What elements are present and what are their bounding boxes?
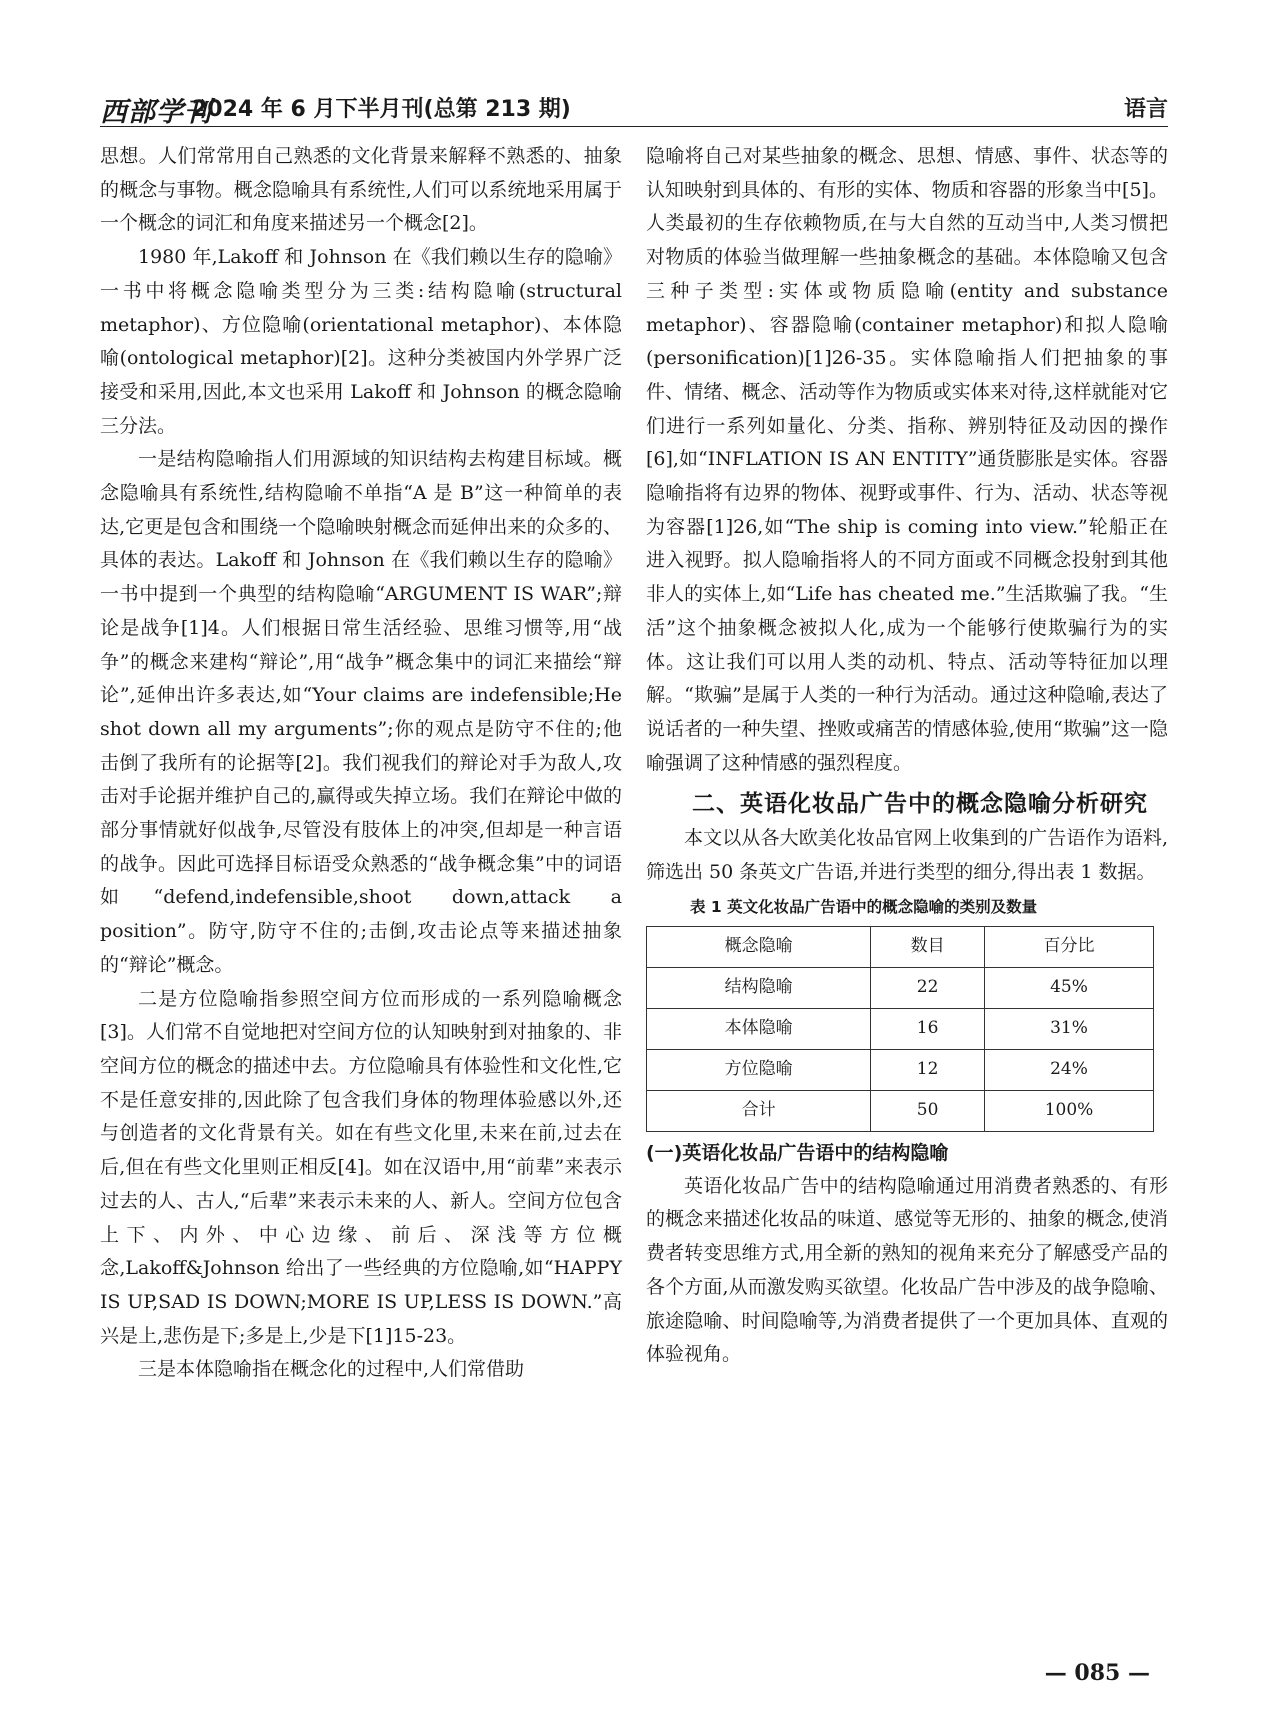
table-cell: 合计 bbox=[647, 1090, 871, 1131]
paragraph: 三是本体隐喻指在概念化的过程中,人们常借助 bbox=[138, 1358, 525, 1381]
paragraph: 隐喻将自己对某些抽象的概念、思想、情感、事件、状态等的认知映射到具体的、有形的实体、物质和容器的形象当中[5]。人类最初的生存依赖物质,在与大自然的互动当中,人类习惯把对物质的体验当做理解一些抽象概念的基础。本体隐喻又包含三种子类型:实体或物质隐喻(entity and substance metaphor)、容器隐喻(container metaphor)和拟人隐喻(personification)[1]26-35。实体隐喻指人们把抽象的事件、情绪、概念、活动等作为物质或实体来对待,这样就能对它们进行一系列如量化、分类、指称、辨别特征及动因的操作[6],如“INFLATION IS AN ENTITY”通货膨胀是实体。容器隐喻指将有边界的物体、视野或事件、行为、活动、状态等视为容器[1]26,如“The ship is coming into view.”轮船正在进入视野。拟人隐喻指将人的不同方面或不同概念投射到其他非人的实体上,如“Life has cheated me.”生活欺骗了我。“生活”这个抽象概念被拟人化,成为一个能够行使欺骗行为的实体。这让我们可以用人类的动机、特点、活动等特征加以理解。“欺骗”是属于人类的一种行为活动。通过这种隐喻,表达了说话者的一种失望、挫败或痛苦的情感体验,使用“欺骗”这一隐喻强调了这种情感的强烈程度。 bbox=[646, 145, 1168, 774]
right-column bbox=[646, 140, 1168, 1372]
paragraph: 1980 年,Lakoff 和 Johnson 在《我们赖以生存的隐喻》一书中将概念隐喻类型分为三类:结构隐喻(structural metaphor)、方位隐喻(orientational metaphor)、本体隐喻(ontological metaphor)[2]。这种分类被国内外学界广泛接受和采用,因此,本文也采用 Lakoff 和 Johnson 的概念隐喻三分法。 bbox=[100, 246, 622, 437]
table-cell: 45% bbox=[985, 967, 1154, 1008]
section-heading: 二、英语化妆品广告中的概念隐喻分析研究 bbox=[692, 791, 1148, 818]
table-cell: 22 bbox=[871, 967, 985, 1008]
journal-logo: 西部学刊 bbox=[100, 97, 212, 128]
table-header-cell: 概念隐喻 bbox=[647, 926, 871, 967]
table-header-cell: 数目 bbox=[871, 926, 985, 967]
left-column bbox=[100, 140, 622, 1387]
data-table bbox=[646, 926, 1154, 1132]
table-row bbox=[647, 1049, 1154, 1090]
table-cell: 31% bbox=[985, 1008, 1154, 1049]
page-number: — 085 — bbox=[1044, 1660, 1150, 1686]
section-label: 语言 bbox=[1123, 97, 1168, 122]
table-cell: 12 bbox=[871, 1049, 985, 1090]
paragraph: 思想。人们常常用自己熟悉的文化背景来解释不熟悉的、抽象的概念与事物。概念隐喻具有系统性,人们可以系统地采用属于一个概念的词汇和角度来描述另一个概念[2]。 bbox=[100, 145, 622, 235]
paragraph: 英语化妆品广告中的结构隐喻通过用消费者熟悉的、有形的概念来描述化妆品的味道、感觉等无形的、抽象的概念,使消费者转变思维方式,用全新的熟知的视角来充分了解感受产品的各个方面,从而激发购买欲望。化妆品广告中涉及的战争隐喻、旅途隐喻、时间隐喻等,为消费者提供了一个更加具体、直观的体验视角。 bbox=[646, 1174, 1168, 1366]
paragraph: 二是方位隐喻指参照空间方位而形成的一系列隐喻概念[3]。人们常不自觉地把对空间方位的认知映射到对抽象的、非空间方位的概念的描述中去。方位隐喻具有体验性和文化性,它不是任意安排的,因此除了包含我们身体的物理体验感以外,还与创造者的文化背景有关。如在有些文化里,未来在前,过去在后,但在有些文化里则正相反[4]。如在汉语中,用“前辈”来表示过去的人、古人,“后辈”来表示未来的人、新人。空间方位包含上下、内外、中心边缘、前后、深浅等方位概念,Lakoff&Johnson 给出了一些经典的方位隐喻,如“HAPPY IS UP,SAD IS DOWN;MORE IS UP,LESS IS DOWN.”高兴是上,悲伤是下;多是上,少是下[1]15-23。 bbox=[100, 987, 622, 1347]
table-row bbox=[647, 1008, 1154, 1049]
paragraph: 一是结构隐喻指人们用源域的知识结构去构建目标域。概念隐喻具有系统性,结构隐喻不单指“A 是 B”这一种简单的表达,它更是包含和围绕一个隐喻映射概念而延伸出来的众多的、具体的表达。Lakoff 和 Johnson 在《我们赖以生存的隐喻》一书中提到一个典型的结构隐喻“ARGUMENT IS WAR”;辩论是战争[1]4。人们根据日常生活经验、思维习惯等,用“战争”的概念来建构“辩论”,用“战争”概念集中的词汇来描绘“辩论”,延伸出许多表达,如“Your claims are indefensible;He shot down all my arguments”;你的观点是防守不住的;他击倒了我所有的论据等[2]。我们视我们的辩论对手为敌人,攻击对手论据并维护自己的,赢得或失掉立场。我们在辩论中做的部分事情就好似战争,尽管没有肢体上的冲突,但却是一种言语的战争。因此可选择目标语受众熟悉的“战争概念集”中的词语如“defend,indefensible,shoot down,attack a position”。防守,防守不住的;击倒,攻击论点等来描述抽象的“辩论”概念。 bbox=[100, 448, 622, 976]
header-rule bbox=[100, 126, 1168, 127]
subsection-heading: (一)英语化妆品广告语中的结构隐喻 bbox=[646, 1141, 949, 1164]
issue-info: 2024 年 6 月下半月刊(总第 213 期) bbox=[192, 97, 571, 122]
table-cell: 结构隐喻 bbox=[647, 967, 871, 1008]
table-cell: 50 bbox=[871, 1090, 985, 1131]
table-cell: 本体隐喻 bbox=[647, 1008, 871, 1049]
table-caption: 表 1 英文化妆品广告语中的概念隐喻的类别及数量 bbox=[690, 897, 1038, 916]
page-header bbox=[100, 90, 1168, 130]
table-cell: 100% bbox=[985, 1090, 1154, 1131]
table-cell: 方位隐喻 bbox=[647, 1049, 871, 1090]
section-intro: 本文以从各大欧美化妆品官网上收集到的广告语作为语料,筛选出 50 条英文广告语,并进行类型的细分,得出表 1 数据。 bbox=[646, 827, 1168, 884]
table-cell: 24% bbox=[985, 1049, 1154, 1090]
table-row bbox=[647, 967, 1154, 1008]
table-total-row bbox=[647, 1090, 1154, 1131]
table-cell: 16 bbox=[871, 1008, 985, 1049]
table-header-cell: 百分比 bbox=[985, 926, 1154, 967]
table-header-row bbox=[647, 926, 1154, 967]
